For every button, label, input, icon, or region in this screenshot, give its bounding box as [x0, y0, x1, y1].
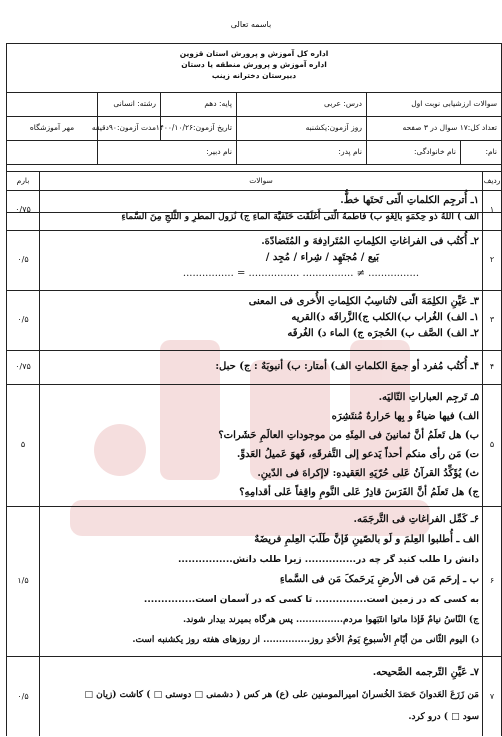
col-score-header: بارم	[7, 172, 40, 190]
exam-duration: مدت آزمون:۹۰دقیقه	[92, 116, 161, 140]
question-line: ۵ـ تَرجِم العباراتِ التّالیَه.	[378, 392, 479, 403]
name-label: نام:	[485, 147, 497, 156]
question-score: ۰/۷۵	[15, 362, 31, 371]
table-header	[7, 172, 501, 191]
question-row	[7, 190, 501, 231]
exam-day: روز آزمون:یکشنبه	[242, 116, 367, 140]
question-line: ت) مَن رأی منکم أحداً یَدعو إلی التَّفرقَهِ، فَهوَ عَمیلُ العَدوِّ.	[236, 449, 479, 460]
question-row	[7, 384, 501, 507]
question-line: ۲ـ الف) الصَّف ب) الحُجرَه ج) الماء د) الغُرفَه	[287, 328, 479, 339]
question-row	[7, 230, 501, 291]
question-line: ۴ـ أُکتُب مُفرد أو جمعَ الکلماتِ الف) أمتار: ب) أنبوبَهٌ : ج) حبل:	[215, 361, 479, 372]
father-name: نام پدر:	[242, 140, 367, 164]
question-line: ۲ـ أُکتُب فی الفراغاتِ الکلِماتِ المُتَرادِفهَ و المُتَضادّهَ.	[261, 236, 479, 247]
question-number: ۲	[489, 255, 495, 264]
question-line: ب ـ إرحَم مَن فی الأرضِ یَرحَمکَ مَن فی السَّماءِ	[279, 574, 479, 585]
grade: پایه: دهم	[162, 92, 237, 116]
question-line: الف) فیها ضیاءٌ و بِها حَرارهٌ مُنتَشِرَه	[331, 411, 479, 422]
question-line: الف ) اللهُ ذو حِکمَهٍ بالِغَهٍ ب) فاطمهُ الّتی أَغلَقَت حَنَفیَّهَ الماءِ ج) نُزولَ المطرِ و الثَّلجِ مِنَ السَّماءِ	[121, 212, 479, 222]
subject: درس: عربی	[242, 92, 367, 116]
question-body	[43, 384, 479, 506]
question-line: ۷ـ عَیِّنِ التّرجمه الصَّحیحه.	[372, 667, 479, 678]
col-q-header: سوالات	[249, 176, 273, 185]
question-line: ۳ـ عَیِّنِ الکلِمَهَ الّتی لاتُناسِبُ الکلِماتِ الأُخری فی المعنی	[248, 296, 479, 307]
question-score: ۵	[20, 440, 26, 449]
question-score: ۰/۵	[17, 255, 29, 264]
question-body	[43, 350, 479, 384]
question-line: د) الیوم الثّانی من أیّامِ الأسبوعِ یَومُ الأحَدِ روز............... از روزهای هفته روز یکشنبه است.	[132, 635, 479, 645]
question-line: ج) هل تَعلَمُ أنَّ الفَرَسَ قادِرٌ عَلی النَّومِ واقِفاً عَلی أقدامِهِ؟	[239, 487, 479, 498]
question-line: ................ ≠ ................ ................ = ................	[182, 268, 419, 279]
question-number: ۴	[489, 362, 495, 371]
question-body	[43, 656, 479, 737]
question-number: ۳	[489, 315, 495, 324]
teacher-name: نام دبیر:	[92, 140, 237, 164]
field: رشته: انسانی	[92, 92, 161, 116]
org-line-3: دبیرستان دخترانه زینب	[211, 71, 297, 80]
school-stamp: مهر آموزشگاه	[7, 92, 98, 164]
question-number: ۷	[489, 692, 495, 701]
question-row	[7, 506, 501, 657]
question-line: ۱ـ أُترجِم الکلماتِ الّتی تَحتَها خطٌّ.	[340, 195, 479, 206]
top-title: باسمه تعالی	[230, 20, 272, 29]
question-score: ۰/۵	[17, 692, 29, 701]
question-line: ث) یُؤَکِّدُ القرآنُ عَلی حُرّیَهِ العَقیدهِ: لاإکراهَ فی الدّینِ.	[257, 468, 479, 479]
question-number: ۱	[489, 205, 495, 214]
question-row	[7, 350, 501, 385]
questions-table	[6, 171, 502, 736]
org-line-2: اداره آموزش و پرورش منطقه یا دستان	[181, 60, 327, 69]
question-body	[43, 230, 479, 290]
question-line: ۶ـ کَمِّل الفراغاتِ فی التَّرجَمَه.	[353, 514, 479, 525]
question-score: ۰/۷۵	[15, 205, 31, 214]
org-lines	[7, 48, 501, 81]
question-line: سود □ ) درو کرد.	[408, 712, 479, 722]
question-line: ج) النّاسُ نیامٌ فَإذا ماتوا انتَبَهوا مردم............... پس هرگاه بمیرند بیدار شوند.	[182, 615, 479, 625]
question-line: بَیع / مُجتَهِد / شِراء / مُجِد /	[265, 252, 379, 263]
family-name: نام خانوادگی:	[372, 140, 461, 164]
page-count: تعداد کل:۱۷ سوال در ۳ صفحه	[402, 123, 497, 132]
question-line: ب) هل تَعلَمُ أنَّ ثمانینَ فی المِئَهِ من موجوداتِ العالَمِ حَشَرات؟	[218, 430, 479, 441]
question-row	[7, 290, 501, 351]
question-number: ۶	[489, 576, 495, 585]
org-line-1: اداره کل آموزش و پرورش استان قزوین	[179, 49, 329, 58]
org-block	[7, 44, 501, 93]
col-num-header: ردیف	[482, 172, 501, 190]
question-number: ۵	[489, 440, 495, 449]
question-line: ۱ـ الف) الغُراب ب)الکلب ج)الزَّرافَه د)القریه	[291, 312, 479, 323]
question-line: مَن زَرَعَ العَدوانَ حَصَدَ الخُسرانَ امیرالمومنین علی (ع) هر کس ( دشمنی □ دوستی □ ) کاشت (زیان □	[84, 690, 479, 700]
question-line: به کسی که در زمین است............... تا کسی که در آسمان است...............	[143, 595, 479, 605]
exam-title: سوالات ارزشیابی نوبت اول	[411, 99, 497, 108]
question-body	[43, 506, 479, 656]
question-line: دانش را طلب کنید گر چه در............... زیرا طلب دانش................	[177, 555, 479, 565]
question-line: الف ـ أُطلبوا العِلمَ و لَو بالصّینِ فَإنَّ طَلَبَ العِلمِ فریضَهٌ	[254, 534, 479, 545]
question-body	[43, 290, 479, 350]
question-row	[7, 656, 501, 737]
question-score: ۱/۵	[17, 576, 29, 585]
question-body	[43, 190, 479, 230]
exam-date: تاریخ آزمون:۱۴۰۰/۱۰/۲۶	[162, 116, 237, 140]
question-score: ۰/۵	[17, 315, 29, 324]
